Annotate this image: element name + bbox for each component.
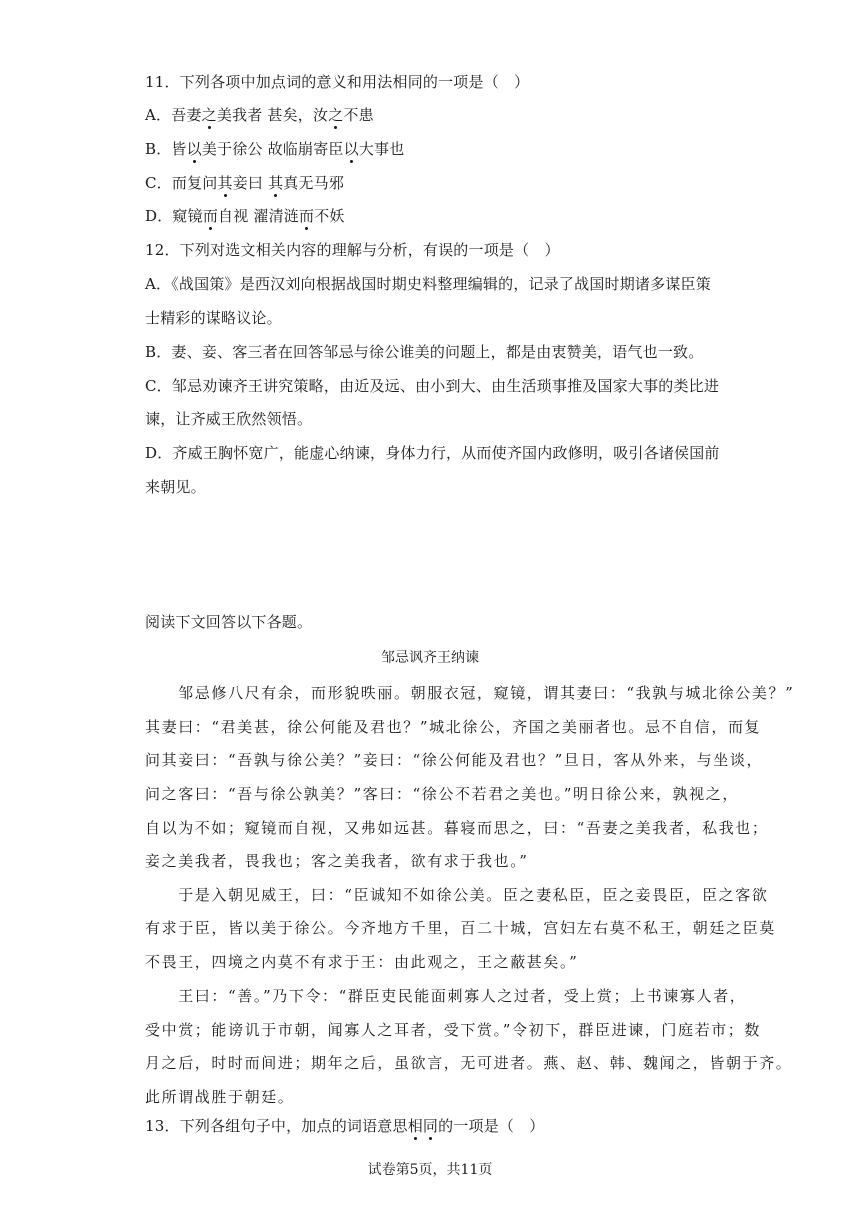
passage-line: 此所谓战胜于朝廷。 <box>145 1088 295 1106</box>
q12-stem: 12．下列对选文相关内容的理解与分析，有误的一项是（ ） <box>145 241 560 259</box>
passage-line: 邹忌修八尺有余，而形貌昳丽。朝服衣冠，窥镜，谓其妻曰：“我孰与城北徐公美？” <box>145 684 795 702</box>
passage-line: 受中赏；能谤讥于市朝，闻寡人之耳者，受下赏。”令初下，群臣进谏，门庭若市；数 <box>145 1021 761 1039</box>
passage-line: 有求于臣，皆以美于徐公。今齐地方千里，百二十城，宫妇左右莫不私王，朝廷之臣莫 <box>145 919 776 937</box>
reading-instruction: 阅读下文回答以下各题。 <box>145 613 313 631</box>
q12-option-d-line1: D．齐威王胸怀宽广，能虚心纳谏，身体力行，从而使齐国内政修明，吸引各诸侯国前 <box>145 444 720 462</box>
passage-line: 于是入朝见威王，曰：“臣诚知不如徐公美。臣之妻私臣，臣之妾畏臣，臣之客欲 <box>145 886 769 904</box>
q12-option-a-line1: A．《战国策》是西汉刘向根据战国时期史料整理编辑的，记录了战国时期诸多谋臣策 <box>145 275 711 293</box>
q11-stem: 11．下列各项中加点词的意义和用法相同的一项是（ ） <box>145 73 530 91</box>
passage-line: 问之客曰：“吾与徐公孰美？”客曰：“徐公不若君之美也。”明日徐公来，孰视之， <box>145 785 739 803</box>
q11-option-a: A．吾妻之美我者 甚矣，汝之不患 <box>145 106 374 124</box>
q11-option-b: B．皆以美于徐公 故临崩寄臣以大事也 <box>145 140 405 158</box>
passage-line: 妾之美我者，畏我也；客之美我者，欲有求于我也。” <box>145 852 529 870</box>
q12-option-c-line2: 谏，让齐威王欣然领悟。 <box>145 410 313 428</box>
q12-option-c-line1: C．邹忌劝谏齐王讲究策略，由近及远、由小到大、由生活琐事推及国家大事的类比进 <box>145 377 720 395</box>
q12-option-a-line2: 士精彩的谋略议论。 <box>145 309 282 327</box>
q11-option-c: C．而复问其妾曰 其真无马邪 <box>145 174 345 192</box>
q12-option-d-line2: 来朝见。 <box>145 478 206 496</box>
q13-stem: 13．下列各组句子中，加点的词语意思相同的一项是（ ） <box>145 1117 545 1135</box>
passage-line: 月之后，时时而间进；期年之后，虽欲言，无可进者。燕、赵、韩、魏闻之，皆朝于齐。 <box>145 1054 793 1072</box>
passage-title: 邹忌讽齐王纳谏 <box>381 650 479 666</box>
passage-line: 问其妾曰：“吾孰与徐公美？”妾曰：“徐公何能及君也？”旦日，客从外来，与坐谈， <box>145 751 764 769</box>
q12-option-b: B．妻、妾、客三者在回答邹忌与徐公谁美的问题上，都是由衷赞美，语气也一致。 <box>145 343 704 361</box>
page-footer: 试卷第5页，共11页 <box>367 1162 493 1178</box>
passage-line: 王曰：“善。”乃下令：“群臣吏民能面刺寡人之过者，受上赏；上书谏寡人者， <box>145 987 747 1005</box>
passage-line: 不畏王，四境之内莫不有求于王：由此观之，王之蔽甚矣。” <box>145 953 579 971</box>
q11-option-d: D．窥镜而自视 濯清涟而不妖 <box>145 207 345 225</box>
passage-line: 其妻曰：“君美甚，徐公何能及君也？”城北徐公，齐国之美丽者也。忌不自信，而复 <box>145 718 762 736</box>
passage-line: 自以为不如；窥镜而自视，又弗如远甚。暮寝而思之，曰：“吾妻之美我者，私我也； <box>145 819 769 837</box>
